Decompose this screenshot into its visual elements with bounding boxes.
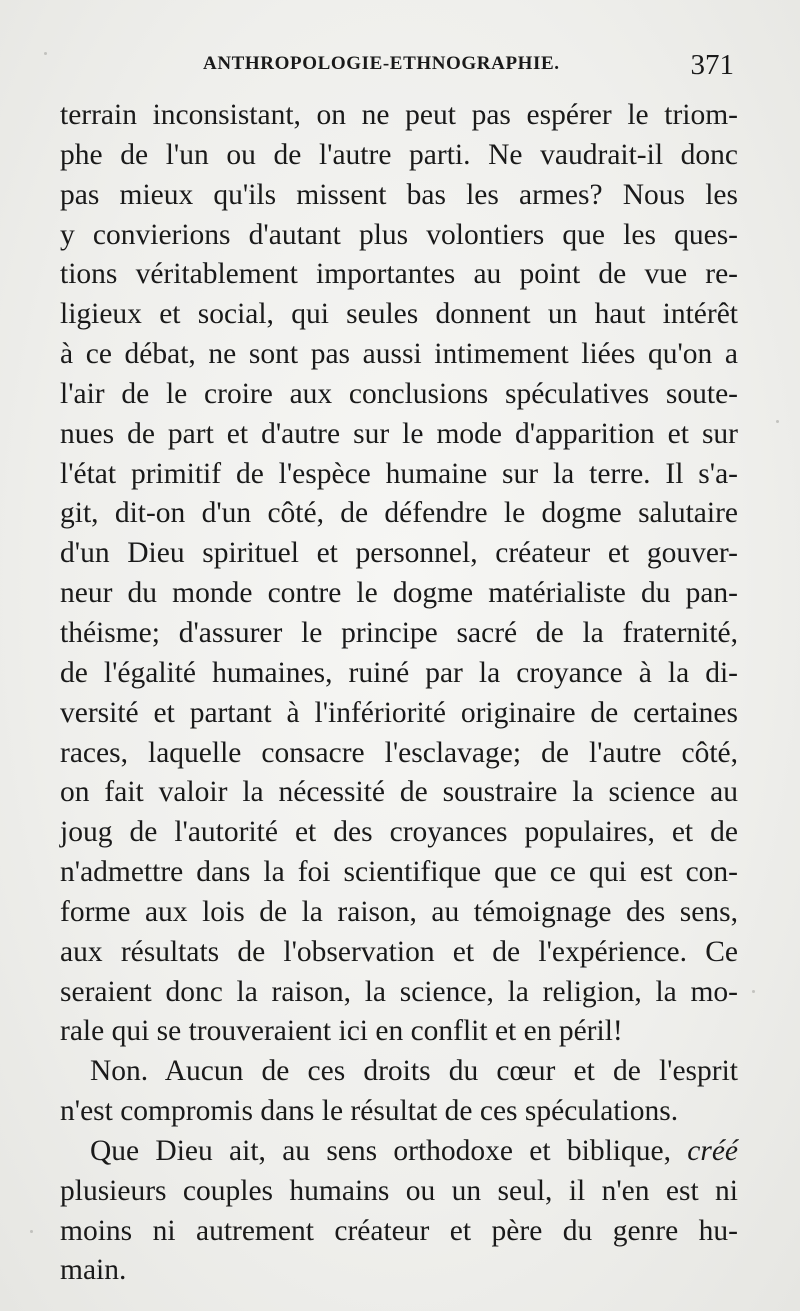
page-number: 371 — [690, 49, 734, 81]
page-header — [60, 49, 738, 85]
italic-word: créé — [687, 1134, 739, 1167]
text-line: d'un Dieu spirituel et personnel, créateur et gouver- — [60, 537, 738, 570]
text-line: aux résultats de l'observation et de l'expérience. Ce — [60, 935, 738, 968]
text-line: n'est compromis dans le résultat de ces spéculations. — [60, 1095, 679, 1128]
text-line: tions véritablement importantes au point de vue re- — [60, 258, 738, 291]
text-line: forme aux lois de la raison, au témoignage des sens, — [60, 895, 738, 928]
text-line: rale qui se trouveraient ici en conflit et en péril! — [60, 1015, 623, 1048]
text-line: neur du monde contre le dogme matérialiste du pan- — [60, 577, 738, 610]
paper-speck — [752, 990, 755, 993]
text-line: à ce débat, ne sont pas aussi intimement liées qu'on a — [60, 338, 738, 371]
running-title: ANTHROPOLOGIE-ETHNOGRAPHIE. — [203, 53, 560, 74]
text-line: races, laquelle consacre l'esclavage; de l'autre côté, — [60, 736, 738, 769]
text-line: moins ni autrement créateur et père du genre hu- — [60, 1214, 738, 1247]
text-line: théisme; d'assurer le principe sacré de la fraternité, — [60, 616, 738, 649]
text-line: nues de part et d'autre sur le mode d'apparition et sur — [60, 417, 738, 450]
text-fragment: Que Dieu ait, au sens orthodoxe et biblique, — [90, 1134, 671, 1167]
paper-speck — [30, 1230, 33, 1233]
text-line-with-italic — [60, 1132, 738, 1172]
text-line: Non. Aucun de ces droits du cœur et de l'esprit — [90, 1055, 738, 1088]
paper-speck — [44, 52, 47, 55]
paper-speck — [776, 420, 779, 423]
text-line: terrain inconsistant, on ne peut pas espérer le triom- — [60, 99, 738, 131]
text-line: ligieux et social, qui seules donnent un haut intérêt — [60, 298, 738, 331]
text-line: de l'égalité humaines, ruiné par la croyance à la di- — [60, 656, 738, 689]
text-line: plusieurs couples humains ou un seul, il n'en est ni — [60, 1174, 738, 1207]
text-line: l'air de le croire aux conclusions spéculatives soute- — [60, 377, 738, 410]
text-line: pas mieux qu'ils missent bas les armes? Nous les — [60, 178, 738, 211]
text-line: main. — [60, 1254, 127, 1287]
text-line: seraient donc la raison, la science, la religion, la mo- — [60, 975, 738, 1008]
body-text — [60, 96, 738, 1291]
text-line: on fait valoir la nécessité de soustraire la science au — [60, 776, 738, 809]
text-line: l'état primitif de l'espèce humaine sur la terre. Il s'a- — [60, 457, 738, 490]
text-line: n'admettre dans la foi scientifique que ce qui est con- — [60, 856, 738, 889]
text-line: joug de l'autorité et des croyances populaires, et de — [60, 816, 738, 849]
text-line: versité et partant à l'infériorité originaire de certaines — [60, 696, 738, 729]
text-line: git, dit-on d'un côté, de défendre le dogme salutaire — [60, 497, 738, 530]
text-line: y convierions d'autant plus volontiers que les ques- — [60, 218, 738, 251]
text-line: phe de l'un ou de l'autre parti. Ne vaudrait-il donc — [60, 138, 738, 171]
